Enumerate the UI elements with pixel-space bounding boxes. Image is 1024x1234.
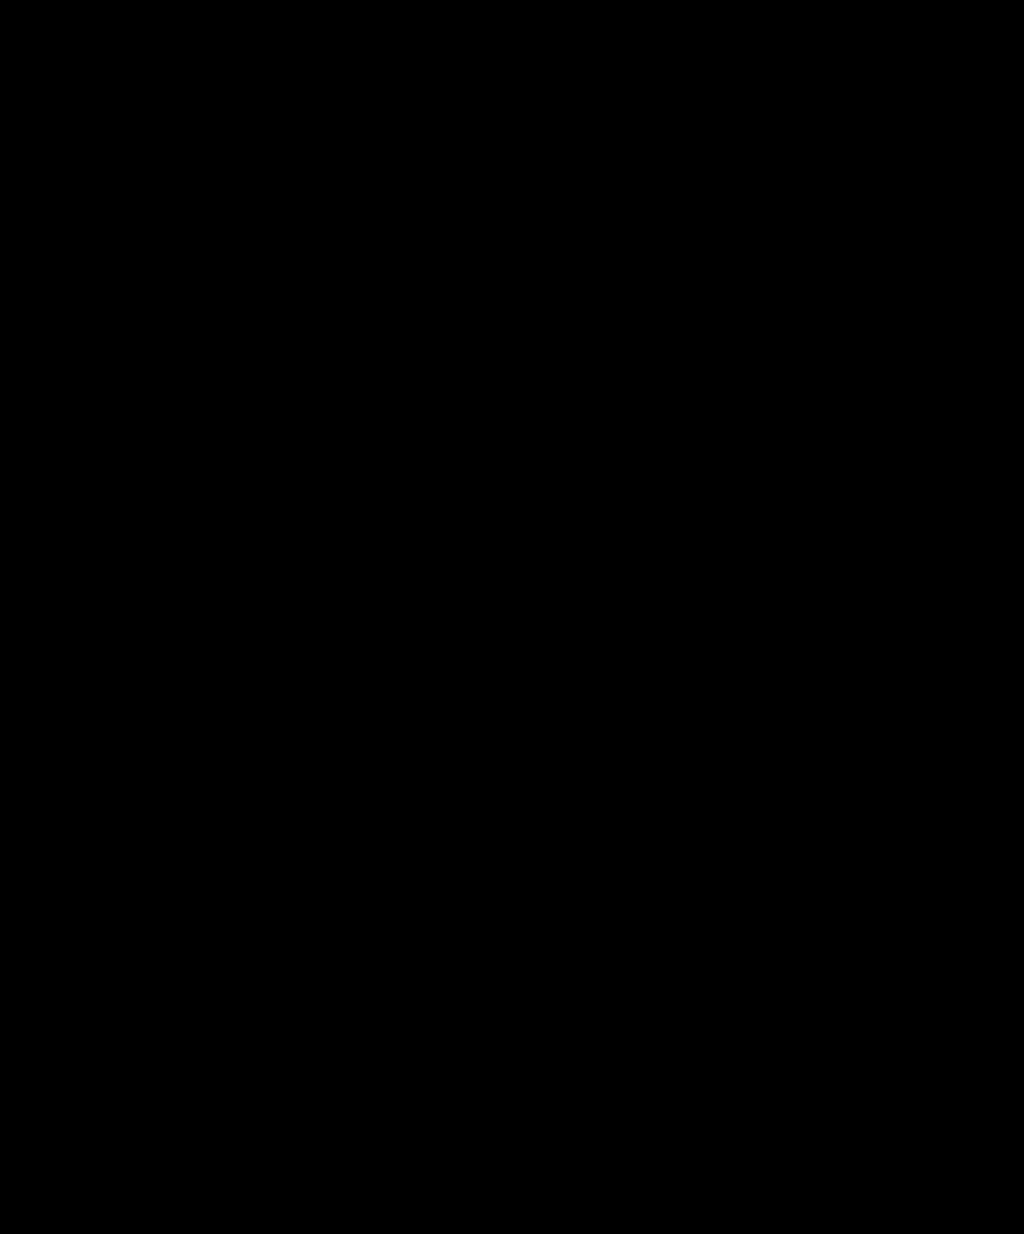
text-line: R. H. Poromaa, samt efter auktionen åtskilliga anbud till Konungens befallnings- [179, 1074, 951, 1095]
text-line: markens planering och ordnande till begrafningsplats enligt i auktionskungörelsen när- [179, 1026, 951, 1047]
text-line: Junosuando by af Pajala församling, har Konungens befallningshafvande i Norrbottens [179, 953, 951, 974]
paragraph-p5 [179, 394, 951, 539]
text-line: velse, i hvad den afser Uppsala universitet, numera inkommit, har ärendet i denna [179, 420, 951, 441]
page-footer: — 1903 — [476, 1163, 548, 1180]
text-line: lämnas till justitiedepartementet. [179, 258, 410, 279]
text-line: tillsatta kommitté har den 8 december 1902 afgifvit sitt betänkande, öfver hvilket [179, 648, 951, 669]
text-line: 6:o af den 6 maj 1899, angående inrättande vid fullständiga och femklassiga [240, 550, 951, 570]
text-line: hem. (87.) [276, 752, 349, 773]
text-line: Sedan det från kanslern för rikets universitet infordrade utlåtande öfver berörda skrif- [179, 396, 951, 416]
item-7 [240, 702, 951, 775]
paragraph-p1 [179, 135, 951, 280]
text-line: Kungl. Maj:t har den 21 juni 1902 förordnat, att det under 2:o här ofvan omför- [179, 137, 951, 157]
text-line: utlåtande ännu ej till Kungl. Maj:t inkommit. [179, 517, 496, 538]
text-line: allmänna läroverk af en utaf viss kompetens åtföljd afgångsexamen för lär- [276, 574, 951, 595]
paragraph-p7 [179, 773, 951, 821]
text-line: valtning under åren 1887—1893 har det från direktionen öfver institutet infordrade [179, 492, 951, 513]
text-line: 5:o Riksdagens skrifvelse af den 11 maj 1898, i anledning af Riksdagens år [240, 295, 951, 315]
text-line: sådana sinnesslöa, hvilka icke intagas i uppfostringsanstalter och arbets- [276, 728, 951, 749]
text-line: del återremitterats till statskontoret,, hvars förnyade yttrande ännu ej inkommit. Be- [179, 444, 951, 465]
text-line: 1897 församlade revisorers berättelse angående verkställd granskning af [276, 319, 951, 340]
item-8 [240, 830, 951, 878]
text-line: ärendet numera inkommit, har ärendet öfverlämnats till civildepartementet. [179, 799, 709, 820]
text-line: mälta kommittébetänkande, i hvad det afsåge ändring af lagen angående lösdrifvares [179, 161, 951, 182]
page-number: 56 [182, 96, 202, 118]
text-line: åttonde hufvudtitel, punkterna 117 och 120. (67.) [276, 856, 622, 877]
paragraph-p6 [179, 622, 951, 695]
text-line: 8:o af den 13 maj 1899, angående regleringen af utgifterna under riksstatens [240, 832, 951, 852]
text-line: Vidkommande punkten 120, om anslag för uppförande af en kapellbyggnad i [229, 929, 951, 950]
text-line: träffande den till institutet för blinda å Tomteboda donerade Nybergska fondens för- [179, 468, 951, 489]
text-line: yttranden infordrats från vederbörande. [179, 672, 456, 693]
text-line: Sedan det från Konungens befallningshafvande i Kalmar län infordrade yttrande i [179, 775, 951, 795]
text-line: län hos Kungl. Maj:t anmält, bland annat, att, sedan vid entreprenadauktion för in- [179, 977, 951, 998]
text-line: Beträffande punkten 117, rörande bidrag till restaurering af Mariakyrkan i Sigtuna, [179, 881, 951, 901]
text-line: 7:o af den 8 maj 1899, angående utredning och förslag till förbättrad vård åt [240, 704, 951, 724]
text-line: under år 1896. (84.) [276, 367, 417, 388]
text-line: jungar i 15—16-års-åldern m. m. (84.) [276, 598, 547, 619]
text-line: skilliga genom utrikesdepartementets försorg införskaffade handlingar, innefattande upp- [179, 209, 951, 230]
text-line: fordrande af anbud å kapellbyggnadens uppförande och inredande samt den upplåtna [179, 1002, 951, 1023]
item-5 [240, 293, 951, 390]
text-line: statsverkets jämte därtill hörande fonders tillstånd, styrelse och förvaltning [276, 343, 951, 364]
text-line: behandling den 12 juni 1885, skulle jämte de däröfver afgifna utlåtanden och åt- [179, 185, 951, 206]
item-6 [240, 548, 951, 621]
text-line: Den af Kungl. Maj:t den 25 maj 1899 för, bland annat, detta ärendes behandling [179, 624, 951, 644]
text-line: har det från öfverintendentsämbetet infordrade utlåtande ännu ej inkommit. [179, 905, 710, 926]
text-line: mare angifna bestämmelser lägsta anbudet, 18,800 kronor, afgifvits af I. Lahti och [179, 1050, 951, 1071]
text-line: lysningar om i Tyskland vidtagna åtgärder med zigenare, för vidare behandling öfver- [179, 233, 951, 254]
paragraph-p8 [179, 879, 951, 1097]
